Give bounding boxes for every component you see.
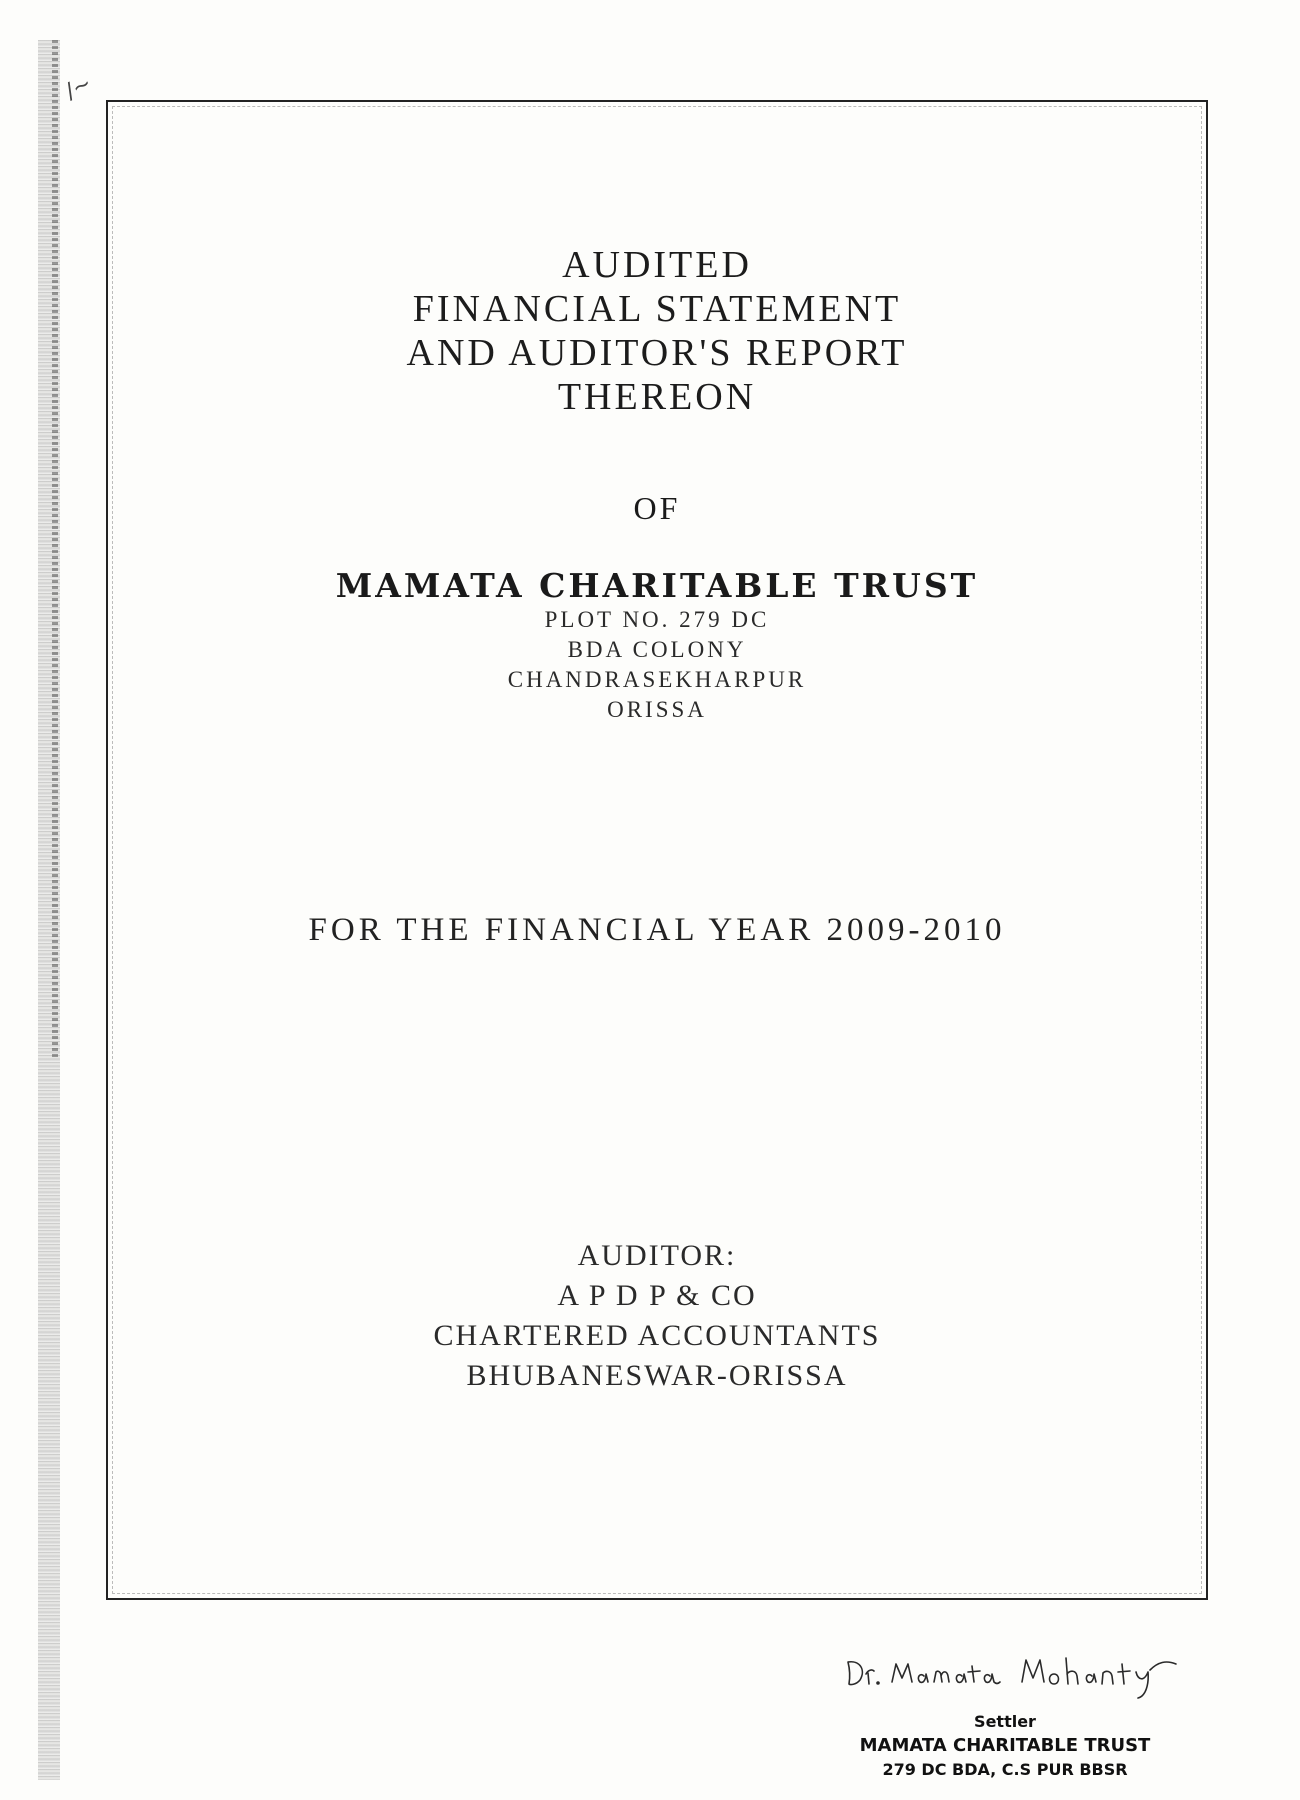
organization-name: MAMATA CHARITABLE TRUST (335, 566, 979, 605)
handwritten-signature (840, 1640, 1200, 1700)
heading-line: AND AUDITOR'S REPORT (406, 332, 908, 374)
auditor-block (106, 1236, 1208, 1396)
auditor-location: BHUBANESWAR-ORISSA (466, 1359, 848, 1392)
auditor-label: AUDITOR: (577, 1239, 737, 1272)
scan-corner-mark: /~ (61, 70, 96, 105)
heading-line: THEREON (557, 376, 757, 418)
organization-address (106, 605, 1208, 725)
stamp-address: 279 DC BDA, C.S PUR BBSR (882, 1760, 1128, 1779)
stamp-role: Settler (974, 1712, 1036, 1731)
address-line: CHANDRASEKHARPUR (507, 667, 807, 692)
address-line: PLOT NO. 279 DC (544, 607, 770, 632)
stamp-organization: MAMATA CHARITABLE TRUST (859, 1735, 1151, 1756)
heading-line: FINANCIAL STATEMENT (412, 288, 902, 330)
of-label: OF (633, 490, 681, 526)
auditor-firm: A P D P & CO (557, 1279, 757, 1312)
financial-year: FOR THE FINANCIAL YEAR 2009-2010 (308, 912, 1006, 948)
heading-line: AUDITED (562, 244, 752, 286)
auditor-designation: CHARTERED ACCOUNTANTS (433, 1319, 881, 1352)
settler-stamp (840, 1710, 1170, 1782)
report-heading (106, 243, 1208, 419)
scan-edge-marks (52, 40, 58, 1060)
address-line: BDA COLONY (567, 637, 747, 662)
address-line: ORISSA (607, 697, 707, 722)
